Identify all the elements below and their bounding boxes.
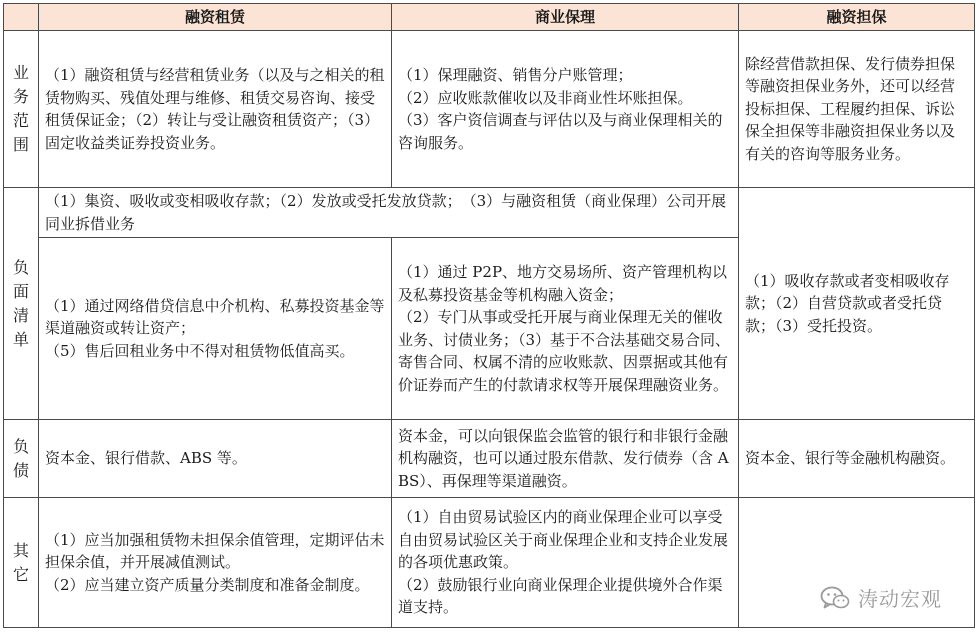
row-label-liability: 负债 — [4, 420, 39, 498]
scope-leasing — [39, 31, 392, 188]
scope-factoring-line-2: （2）应收账款催收以及非商业性坏账担保。 — [398, 88, 693, 107]
header-leasing: 融资租赁 — [39, 4, 392, 31]
scope-guarantee — [739, 31, 975, 188]
negative-leasing-line-1: （1）通过网络借贷信息中介机构、私募投资基金等渠道融资或转让资产； — [45, 296, 385, 338]
other-leasing-line-2: （2）应当建立资产质量分类制度和准备金制度。 — [45, 575, 370, 594]
scope-guarantee-text: 除经营借款担保、发行债券担保等融资担保业务外，还可以经营投标担保、工程履约担保、诉讼保全担保等非融资担保业务以及有关的咨询等服务业务。 — [745, 54, 956, 163]
row-liability — [4, 420, 975, 498]
row-other — [4, 498, 975, 628]
liability-guarantee-text: 资本金、银行等金融机构融资。 — [745, 449, 956, 468]
watermark-text: 涛动宏观 — [858, 587, 942, 611]
scope-factoring-line-3: （3）客户资信调查与评估以及与商业保理相关的咨询服务。 — [398, 111, 723, 152]
negative-factoring-line-1: （1）通过 P2P、地方交易场所、资产管理机构以及私募投资基金等机构融入资金； — [398, 263, 728, 304]
negative-factoring — [392, 238, 739, 420]
row-negative-shared — [4, 188, 975, 238]
negative-guarantee — [739, 188, 975, 420]
row-scope — [4, 31, 975, 188]
other-factoring — [392, 498, 739, 628]
scope-factoring-line-1: （1）保理融资、销售分户账管理； — [398, 66, 633, 84]
liability-guarantee — [739, 420, 975, 498]
negative-shared — [39, 188, 739, 238]
header-corner — [4, 4, 39, 31]
liability-factoring — [392, 420, 739, 498]
comparison-table — [3, 3, 975, 628]
negative-leasing — [39, 238, 392, 420]
other-guarantee — [739, 498, 975, 628]
liability-factoring-text: 资本金，可以向银保监会监管的银行和非银行金融机构融资，也可以通过股东借款、发行债券（含 ABS）、再保理等渠道融资。 — [398, 426, 729, 490]
scope-factoring — [392, 31, 739, 188]
other-factoring-line-1: （1）自由贸易试验区内的商业保理企业可以享受自由贸易试验区关于商业保理企业和支持企业发展的各项优惠政策。 — [398, 508, 729, 572]
negative-leasing-line-2: （5）售后回租业务中不得对租赁物低值高买。 — [45, 341, 355, 360]
header-guarantee: 融资担保 — [739, 4, 975, 31]
other-leasing — [39, 498, 392, 628]
liability-leasing — [39, 420, 392, 498]
other-leasing-line-1: （1）应当加强租赁物未担保余值管理，定期评估未担保余值，并开展减值测试。 — [45, 530, 385, 572]
header-row — [4, 4, 975, 31]
row-label-negative: 负面清单 — [4, 188, 39, 420]
negative-guarantee-text: （1）吸收存款或者变相吸收存款；（2）自营贷款或者受托贷款；（3）受托投资。 — [745, 271, 950, 335]
header-factoring: 商业保理 — [392, 4, 739, 31]
liability-leasing-text: 资本金、银行借款、ABS 等。 — [45, 449, 247, 468]
negative-shared-text: （1）集资、吸收或变相吸收存款；（2）发放或受托发放贷款； （3）与融资租赁（商业保理）公司开展同业拆借业务 — [45, 192, 727, 233]
row-label-other: 其它 — [4, 498, 39, 628]
other-factoring-line-2: （2）鼓励银行业向商业保理企业提供境外合作渠道支持。 — [398, 575, 723, 617]
negative-factoring-line-2: （2）专门从事或受托开展与商业保理无关的催收业务、讨债业务；（3）基于不合法基础交易合同、寄售合同、权属不清的应收账款、因票据或其他有价证券而产生的付款请求权等开展保理融资业务。 — [398, 308, 731, 394]
scope-leasing-text: （1）融资租赁与经营租赁业务（以及与之相关的租赁物购买、残值处理与维修、租赁交易咨询、接受租赁保证金；（2）转让与受让融资租赁资产；（3）固定收益类证券投资业务。 — [45, 66, 385, 152]
row-label-scope: 业务范围 — [4, 31, 39, 188]
